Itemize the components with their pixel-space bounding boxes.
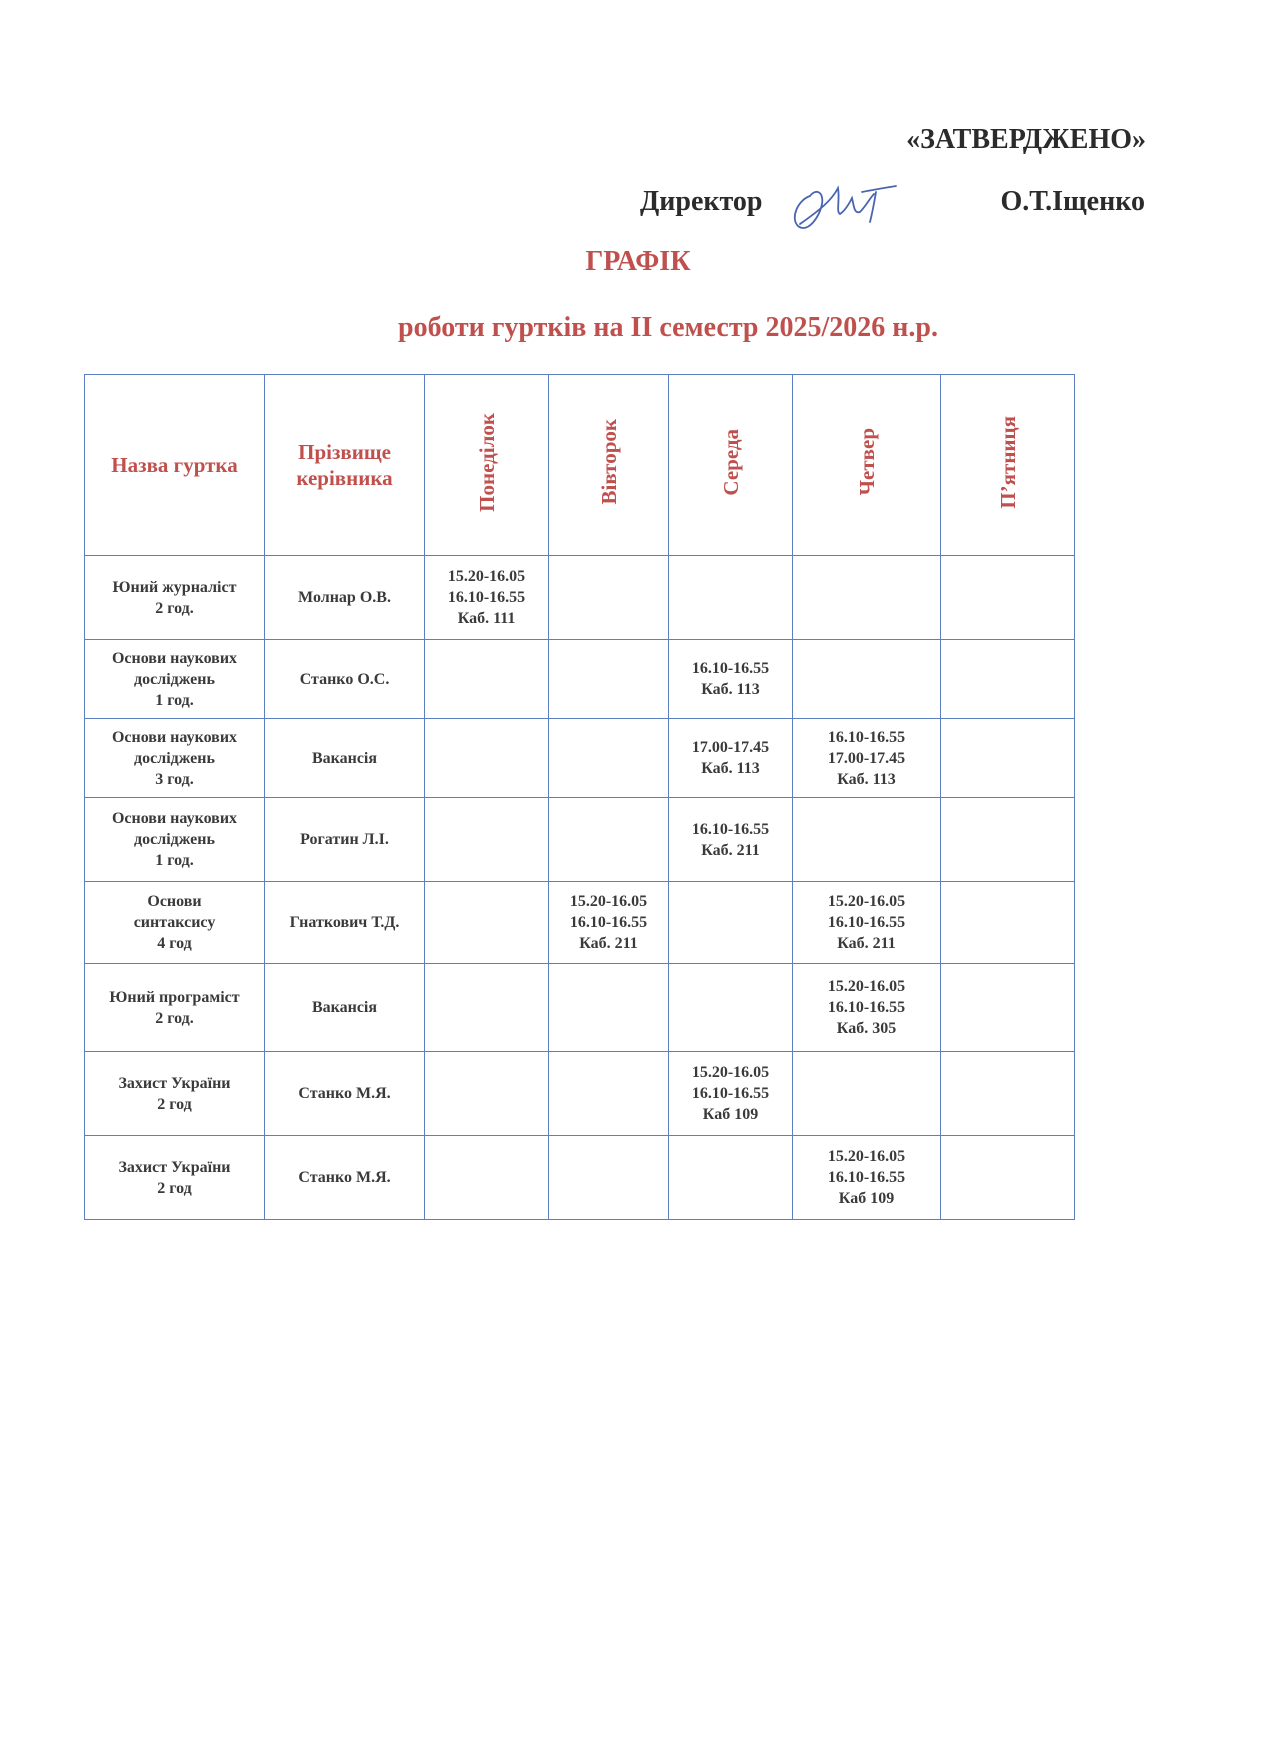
cell-leader <box>265 1136 425 1220</box>
cell-fri <box>941 1136 1075 1220</box>
cell-leader <box>265 556 425 640</box>
cell-line: Станко М.Я. <box>298 1085 391 1102</box>
cell-mon <box>425 640 549 719</box>
cell-line: 16.10-16.55 <box>827 728 906 746</box>
schedule-table <box>84 374 1075 1220</box>
cell-thu <box>793 1136 941 1220</box>
cell-club <box>85 964 265 1052</box>
cell-line: 16.10-16.55 <box>691 1085 770 1102</box>
cell-line: 15.20-16.05 <box>447 568 526 585</box>
cell-line: 16.10-16.55 <box>827 1169 906 1186</box>
cell-mon <box>425 882 549 964</box>
cell-line: 16.10-16.55 <box>827 999 906 1016</box>
cell-wed <box>669 640 793 719</box>
header-tuesday <box>549 375 669 556</box>
cell-line: Каб. 113 <box>701 681 760 698</box>
header-thursday <box>793 375 941 556</box>
cell-tue <box>549 556 669 640</box>
cell-thu <box>793 640 941 719</box>
cell-fri <box>941 964 1075 1052</box>
header-tuesday-label: Вівторок <box>596 419 621 505</box>
signature <box>780 166 920 238</box>
table-row <box>85 1136 1075 1220</box>
cell-fri <box>941 882 1075 964</box>
cell-thu <box>793 719 941 798</box>
cell-line: 17.00-17.45 <box>827 749 906 767</box>
cell-line: Захист України <box>118 1074 231 1092</box>
table-row <box>85 640 1075 719</box>
cell-line: 16.10-16.55 <box>569 914 648 931</box>
cell-fri <box>941 719 1075 798</box>
cell-tue <box>549 798 669 882</box>
cell-line: Станко М.Я. <box>298 1169 391 1186</box>
cell-line: 3 год. <box>155 770 194 788</box>
table-row <box>85 719 1075 798</box>
cell-thu <box>793 1052 941 1136</box>
cell-line: Каб 109 <box>702 1106 759 1123</box>
cell-line: Основи наукових <box>111 810 238 827</box>
cell-line: Каб. 211 <box>701 841 760 859</box>
cell-thu <box>793 798 941 882</box>
cell-line: Юний журналіст <box>112 578 237 596</box>
cell-club <box>85 882 265 964</box>
cell-line: 16.10-16.55 <box>827 914 906 931</box>
cell-line: Каб. 305 <box>836 1020 897 1037</box>
cell-tue <box>549 1136 669 1220</box>
header-monday-label: Понеділок <box>474 412 499 512</box>
cell-club <box>85 798 265 882</box>
cell-line: Станко О.С. <box>299 670 390 688</box>
cell-club <box>85 1136 265 1220</box>
cell-fri <box>941 798 1075 882</box>
cell-line: 15.20-16.05 <box>827 893 906 910</box>
cell-line: Каб. 111 <box>457 610 516 627</box>
cell-line: 15.20-16.05 <box>691 1064 770 1081</box>
table-row <box>85 798 1075 882</box>
cell-club <box>85 719 265 798</box>
cell-leader <box>265 719 425 798</box>
table-row <box>85 882 1075 964</box>
director-label: Директор <box>640 186 763 217</box>
cell-tue <box>549 719 669 798</box>
header-wednesday-label: Середа <box>718 428 743 496</box>
header-leader: Прізвище керівника <box>265 375 425 556</box>
cell-wed <box>669 1052 793 1136</box>
table-row <box>85 964 1075 1052</box>
cell-line: 16.10-16.55 <box>447 589 526 606</box>
cell-line: 1 год. <box>155 691 194 709</box>
cell-line: Юний програміст <box>109 988 240 1006</box>
header-friday-label: П’ятниця <box>995 415 1020 509</box>
header-wednesday <box>669 375 793 556</box>
header-monday <box>425 375 549 556</box>
director-line <box>640 180 1145 236</box>
cell-line: Каб. 211 <box>837 935 896 952</box>
table-row <box>85 1052 1075 1136</box>
header-friday <box>941 375 1075 556</box>
cell-line: Основи наукових <box>111 649 238 667</box>
cell-line: досліджень <box>134 670 215 688</box>
cell-mon <box>425 719 549 798</box>
cell-line: Каб. 113 <box>701 760 760 777</box>
cell-line: 15.20-16.05 <box>827 1148 906 1165</box>
cell-line: синтаксису <box>133 914 216 931</box>
header-row <box>85 375 1075 556</box>
cell-mon <box>425 964 549 1052</box>
cell-line: 15.20-16.05 <box>569 893 648 910</box>
cell-fri <box>941 556 1075 640</box>
cell-tue <box>549 640 669 719</box>
document-subtitle: роботи гуртків на ІІ семестр 2025/2026 н.р. <box>398 312 938 343</box>
cell-wed <box>669 556 793 640</box>
header-club: Назва гуртка <box>85 375 265 556</box>
cell-leader <box>265 882 425 964</box>
cell-line: Молнар О.В. <box>298 589 391 606</box>
cell-wed <box>669 964 793 1052</box>
cell-wed <box>669 1136 793 1220</box>
cell-line: 2 год. <box>155 599 194 617</box>
cell-tue <box>549 1052 669 1136</box>
cell-line: Рогатин Л.І. <box>300 831 389 848</box>
cell-tue <box>549 964 669 1052</box>
cell-line: Захист України <box>118 1158 231 1176</box>
cell-line: Основи наукових <box>111 728 238 746</box>
cell-leader <box>265 1052 425 1136</box>
cell-thu <box>793 882 941 964</box>
cell-fri <box>941 1052 1075 1136</box>
cell-line: досліджень <box>134 831 215 848</box>
cell-line: Каб. 113 <box>837 770 896 788</box>
cell-wed <box>669 719 793 798</box>
cell-fri <box>941 640 1075 719</box>
cell-line: Гнаткович Т.Д. <box>289 914 400 931</box>
cell-line: 16.10-16.55 <box>691 660 770 677</box>
cell-thu <box>793 964 941 1052</box>
cell-line: досліджень <box>134 749 215 767</box>
cell-line: 2 год <box>157 1095 192 1113</box>
cell-line: Каб. 211 <box>579 935 638 952</box>
approval-stamp: «ЗАТВЕРДЖЕНО» <box>906 124 1146 155</box>
cell-thu <box>793 556 941 640</box>
cell-line: 2 год <box>157 1179 192 1197</box>
cell-leader <box>265 798 425 882</box>
cell-leader <box>265 964 425 1052</box>
cell-line: 1 год. <box>155 852 194 869</box>
document-title: ГРАФІК <box>585 246 691 277</box>
cell-line: Вакансія <box>311 749 378 767</box>
cell-line: 4 год <box>157 935 192 952</box>
cell-mon <box>425 1136 549 1220</box>
cell-tue <box>549 882 669 964</box>
cell-leader <box>265 640 425 719</box>
cell-line: Каб 109 <box>838 1190 895 1207</box>
header-thursday-label: Четвер <box>854 428 879 496</box>
cell-club <box>85 1052 265 1136</box>
cell-line: Основи <box>147 893 202 910</box>
cell-mon <box>425 798 549 882</box>
table-row <box>85 556 1075 640</box>
cell-mon <box>425 1052 549 1136</box>
cell-wed <box>669 798 793 882</box>
cell-club <box>85 640 265 719</box>
cell-mon <box>425 556 549 640</box>
cell-line: Вакансія <box>311 999 378 1016</box>
cell-line: 15.20-16.05 <box>827 978 906 995</box>
cell-line: 16.10-16.55 <box>691 820 770 838</box>
director-name: О.Т.Іщенко <box>1000 186 1145 217</box>
cell-club <box>85 556 265 640</box>
cell-line: 17.00-17.45 <box>691 739 770 756</box>
cell-wed <box>669 882 793 964</box>
cell-line: 2 год. <box>155 1009 194 1027</box>
